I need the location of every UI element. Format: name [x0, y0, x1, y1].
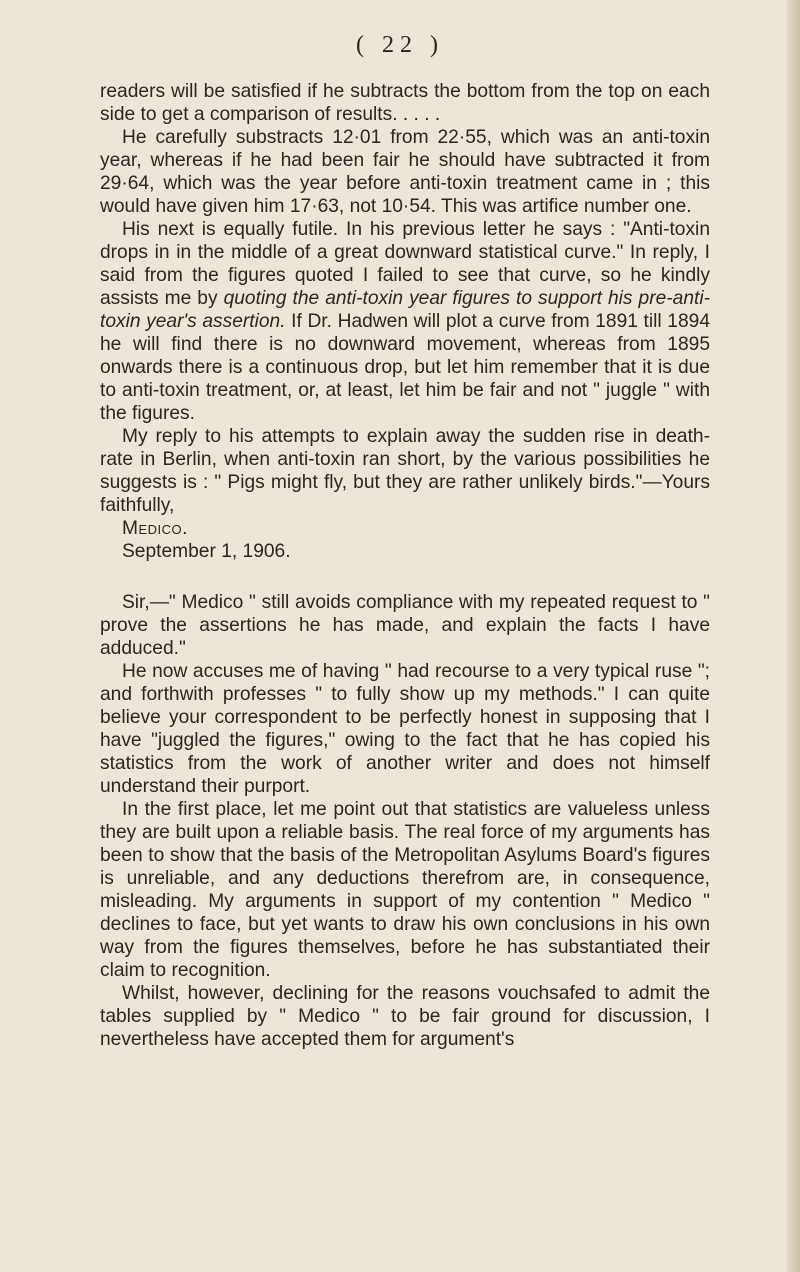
paragraph: My reply to his attempts to explain away the sudden rise in death-rate in Berlin, when anti-toxin ran short, by the various possibilities he suggests is : " Pigs might fly, but they are rather unlikely birds."—Yours faithfully,: [100, 426, 710, 516]
page-number: ( 22 ): [356, 32, 444, 58]
letter-separator: [100, 563, 710, 591]
paragraph: He now accuses me of having " had recourse to a very typical ruse "; and forthwith professes " to fully show up my methods." I can quite believe your correspondent to be perfectly honest in supposing that I have "juggled the figures," owing to the fact that he has copied his statistics from the work of another writer and does not himself understand their purport.: [100, 661, 710, 797]
paragraph-text: His next is equally futile. In his previous letter he says : "Anti-toxin drops in in the middle of a great downward statistical curve." In reply, I said from the figures quoted I failed to see that curve, so he kindly assists me by: [100, 219, 710, 309]
dateline: September 1, 1906.: [122, 541, 291, 562]
letter-medico: [100, 80, 710, 563]
paragraph: He carefully substracts 12·01 from 22·55, which was an anti-toxin year, whereas if he had been fair he should have subtracted it from 29·64, which was the year before anti-toxin treatment came in ; this would have given him 17·63, not 10·54. This was artifice number one.: [100, 127, 710, 217]
letter-hadwen: [100, 591, 710, 1051]
paragraph-text: If Dr. Hadwen will plot a curve from 1891 till 1894 he will find there is no downward movement, whereas from 1895 onwards there is a continuous drop, but let him remember that it is due to anti-toxin treatment, or, at least, let him be fair and not " juggle " with the figures.: [100, 311, 710, 424]
body-text: [100, 80, 710, 1051]
paragraph: In the first place, let me point out that statistics are valueless unless they are built upon a reliable basis. The real force of my arguments has been to show that the basis of the Metropolitan Asylums Board's figures is unreliable, and any deductions therefrom are, in consequence, misleading. My arguments in support of my contention " Medico " declines to face, but yet wants to draw his own conclusions in his own way from the figures themselves, before he has substantiated their claim to recognition.: [100, 799, 710, 981]
page-edge: [786, 0, 800, 1272]
paragraph: [100, 218, 710, 425]
paragraph: Sir,—" Medico " still avoids compliance with my repeated request to " prove the assertions he has made, and explain the facts I have adduced.": [100, 592, 710, 659]
paragraph: Whilst, however, declining for the reasons vouchsafed to admit the tables supplied by " Medico " to be fair ground for discussion, I nevertheless have accepted them for argument's: [100, 983, 710, 1050]
italic-emphasis: quoting the anti-toxin year figures to support his pre-anti-toxin year's assertion.: [100, 288, 710, 332]
signature: Medico.: [122, 518, 188, 539]
paragraph-continuation: readers will be satisfied if he subtracts the bottom from the top on each side to get a comparison of results. . . . .: [100, 81, 710, 125]
